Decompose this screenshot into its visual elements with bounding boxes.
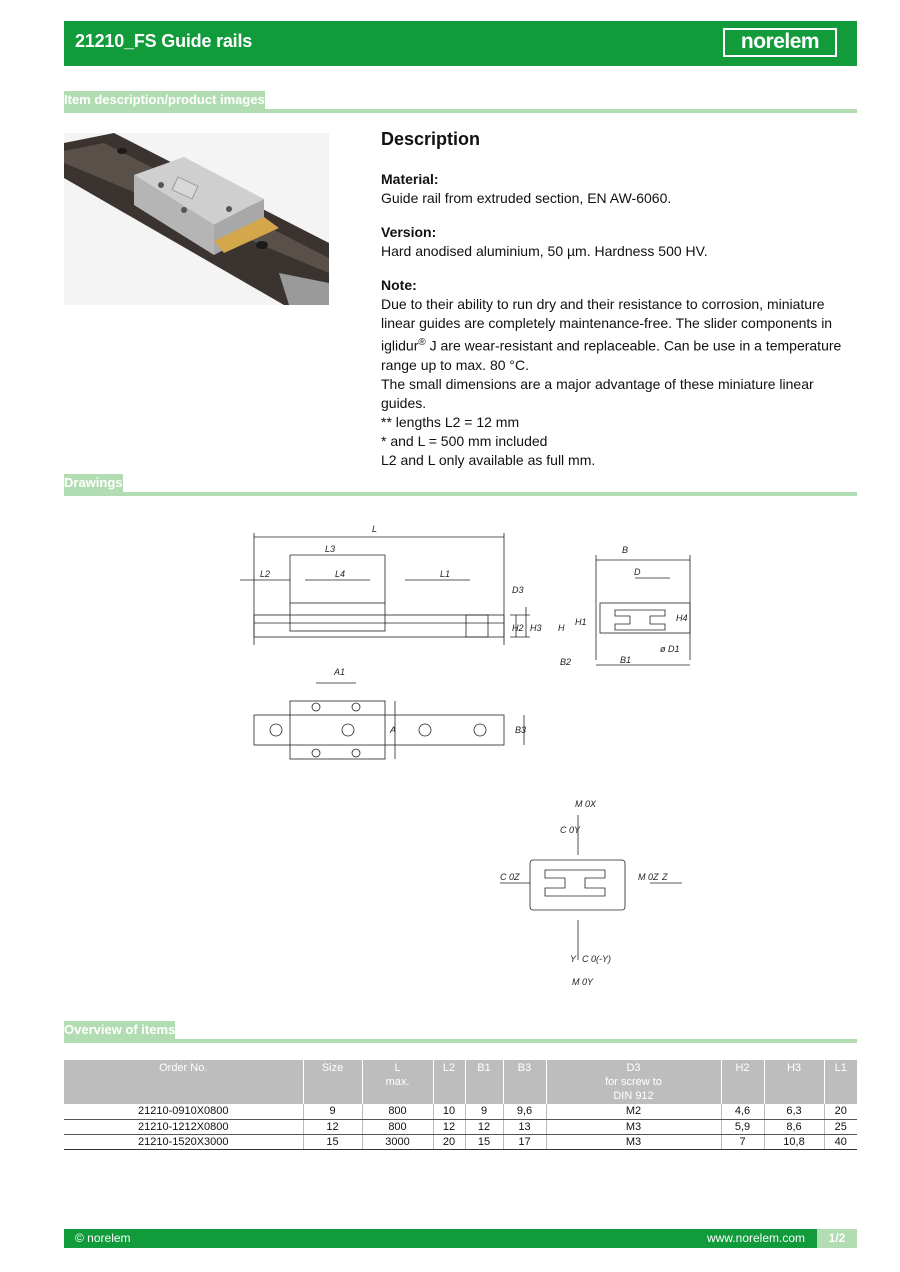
col-header: B3 [503,1060,546,1104]
page-number: 1/2 [817,1229,857,1248]
col-header: H2 [721,1060,764,1104]
col-header: Order No. [64,1060,303,1104]
col-header: L2 [433,1060,465,1104]
svg-text:L3: L3 [325,544,336,554]
svg-text:B: B [622,545,629,555]
svg-text:H3: H3 [530,623,542,633]
section-item-description [64,91,857,113]
svg-text:Y: Y [570,954,577,964]
svg-text:ø D1: ø D1 [660,644,680,654]
note-advantage: The small dimensions are a major advantage of these miniature linear guides. [381,375,814,411]
svg-text:H2: H2 [512,623,524,633]
note-lengths: ** lengths L2 = 12 mm [381,413,520,430]
svg-text:L2: L2 [260,569,271,579]
svg-text:M 0Y: M 0Y [572,977,594,987]
page-footer [64,1229,857,1248]
version-text: Hard anodised aluminium, 50 µm. Hardness 500 HV. [381,243,708,259]
section-title: Overview of items [64,1022,176,1037]
svg-text:D: D [634,567,641,577]
table-row: 21210-1212X0800 12 800 12 12 13 M3 5,9 8,6 25 [64,1119,857,1134]
description-heading: Description [381,129,481,149]
svg-text:L: L [372,524,378,534]
svg-text:L4: L4 [335,569,346,579]
copyright: © norelem [75,1231,131,1245]
note-full-mm: L2 and L only available as full mm. [381,451,596,468]
section-drawings [64,474,857,496]
svg-text:M 0Z: M 0Z [638,872,659,882]
svg-text:B3: B3 [515,725,527,735]
svg-text:C 0Z: C 0Z [500,872,520,882]
svg-text:D3: D3 [512,585,524,595]
page-header [64,21,857,66]
svg-text:H: H [558,623,565,633]
product-image [64,133,329,305]
note-included: * and L = 500 mm included [381,432,548,449]
col-header: B1 [465,1060,503,1104]
table-row: 21210-1520X3000 15 3000 20 15 17 M3 7 10,8 40 [64,1134,857,1149]
version-label: Version: [381,224,437,240]
col-header: H3 [764,1060,824,1104]
material-text: Guide rail from extruded section, EN AW-6060. [381,190,672,206]
note-paragraph: Due to their ability to run dry and their resistance to corrosion, miniature linear guides are completely maintenance-free. The slider components in iglidur® J are wear-resistant and replaceable. Can be use in a temperature range up to max. 80 °C. [381,296,842,373]
svg-text:B2: B2 [560,657,572,667]
svg-text:H4: H4 [676,613,688,623]
col-header: D3 for screw to DIN 912 [546,1060,721,1104]
page-title: 21210_FS Guide rails [75,31,253,51]
svg-text:A: A [390,725,397,735]
section-title: Item description/product images [64,92,265,107]
norelem-logo: norelem [723,28,837,57]
col-header: L1 [824,1060,857,1104]
material-label: Material: [381,171,439,187]
col-header: Size [303,1060,362,1104]
svg-text:C 0(-Y): C 0(-Y) [582,954,611,964]
col-header: L max. [362,1060,433,1104]
svg-text:C 0Y: C 0Y [560,825,581,835]
technical-drawing [230,515,710,995]
description-block [381,128,851,470]
svg-text:A1: A1 [334,667,346,677]
table-header-row [64,1060,857,1104]
svg-text:L1: L1 [440,569,451,579]
note-label: Note: [381,277,417,293]
section-title: Drawings [64,475,123,490]
section-overview [64,1021,857,1043]
svg-text:B1: B1 [620,655,632,665]
svg-text:M 0X: M 0X [575,799,597,809]
website-link[interactable]: www.norelem.com [706,1231,805,1245]
svg-text:H1: H1 [575,617,587,627]
items-table [64,1060,857,1150]
table-row: 21210-0910X0800 9 800 10 9 9,6 M2 4,6 6,3 20 [64,1104,857,1119]
svg-text:Z: Z [662,872,668,882]
